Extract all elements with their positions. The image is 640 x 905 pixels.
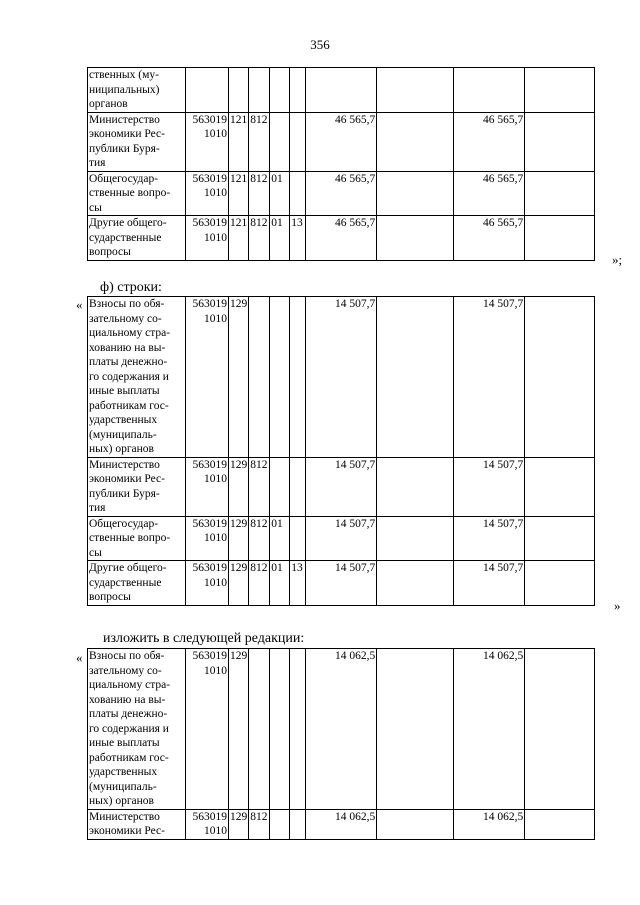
cell-name: Общегосудар- ственные вопро- сы [88, 516, 186, 561]
cell-vr: 129 [229, 561, 249, 606]
cell-name: Общегосудар- ственные вопро- сы [88, 171, 186, 216]
cell-pr [290, 649, 306, 810]
cell-empty [377, 649, 454, 810]
cell-empty [377, 216, 454, 261]
table-row [88, 171, 595, 216]
cell-sum: 14 507,7 [306, 297, 377, 458]
table-row [88, 649, 595, 810]
cell-rz [270, 297, 290, 458]
cell-sum2: 14 507,7 [454, 457, 525, 516]
cell-pr [290, 457, 306, 516]
table-row [88, 561, 595, 606]
cell-grbs [249, 649, 270, 810]
cell-vr: 129 [229, 649, 249, 810]
cell-rz [270, 112, 290, 171]
cell-empty [525, 297, 595, 458]
cell-grbs: 812 [249, 809, 270, 839]
cell-empty [377, 561, 454, 606]
cell-empty [525, 561, 595, 606]
cell-csr: 563019 1010 [186, 112, 229, 171]
cell-empty [377, 171, 454, 216]
cell-grbs [249, 297, 270, 458]
cell-empty [525, 112, 595, 171]
cell-rz: 01 [270, 561, 290, 606]
budget-table-old-rows [87, 296, 595, 606]
cell-empty [377, 457, 454, 516]
cell-sum2: 14 062,5 [454, 649, 525, 810]
cell-sum2 [454, 68, 525, 113]
cell-name: Взносы по обя- зательному со- циальному стра- хованию на вы- платы денежно- го содержания и иные выплаты работникам гос- ударственных (муниципаль- ных) органов [88, 297, 186, 458]
cell-csr: 563019 1010 [186, 649, 229, 810]
cell-csr [186, 68, 229, 113]
cell-sum2: 14 507,7 [454, 297, 525, 458]
table3-body [88, 649, 595, 840]
cell-vr: 129 [229, 516, 249, 561]
cell-sum: 14 062,5 [306, 649, 377, 810]
cell-empty [525, 68, 595, 113]
cell-empty [525, 216, 595, 261]
cell-grbs: 812 [249, 561, 270, 606]
budget-table-new-rows [87, 648, 595, 840]
table-row [88, 68, 595, 113]
cell-name: Взносы по обя- зательному со- циальному стра- хованию на вы- платы денежно- го содержания и иные выплаты работникам гос- ударственных (муниципаль- ных) органов [88, 649, 186, 810]
page-number: 356 [310, 37, 330, 52]
section-heading-new-edition: изложить в следующей редакции: [103, 631, 305, 646]
cell-sum: 46 565,7 [306, 112, 377, 171]
cell-sum2: 14 062,5 [454, 809, 525, 839]
cell-rz [270, 68, 290, 113]
cell-pr [290, 68, 306, 113]
cell-vr: 129 [229, 809, 249, 839]
cell-sum2: 46 565,7 [454, 216, 525, 261]
cell-sum: 14 507,7 [306, 561, 377, 606]
table-row [88, 457, 595, 516]
section-heading-f: ф) строки: [100, 280, 162, 295]
table1-body [88, 68, 595, 261]
cell-pr [290, 809, 306, 839]
cell-vr [229, 68, 249, 113]
cell-pr [290, 171, 306, 216]
table-row [88, 112, 595, 171]
cell-sum [306, 68, 377, 113]
closing-quote: » [614, 598, 621, 613]
cell-csr: 563019 1010 [186, 297, 229, 458]
cell-pr [290, 516, 306, 561]
cell-grbs: 812 [249, 171, 270, 216]
table-row [88, 216, 595, 261]
cell-pr [290, 297, 306, 458]
budget-table-continuation [87, 67, 595, 261]
cell-empty [525, 649, 595, 810]
cell-empty [377, 516, 454, 561]
cell-name: Министерство экономики Рес- публики Буря- тия [88, 457, 186, 516]
cell-name: ственных (му- ниципальных) органов [88, 68, 186, 113]
cell-csr: 563019 1010 [186, 809, 229, 839]
cell-sum: 46 565,7 [306, 171, 377, 216]
cell-rz [270, 457, 290, 516]
cell-pr: 13 [290, 216, 306, 261]
cell-rz: 01 [270, 516, 290, 561]
closing-quote: »; [612, 252, 623, 267]
cell-sum: 46 565,7 [306, 216, 377, 261]
cell-pr: 13 [290, 561, 306, 606]
cell-csr: 563019 1010 [186, 171, 229, 216]
table-row [88, 297, 595, 458]
cell-csr: 563019 1010 [186, 457, 229, 516]
cell-sum2: 46 565,7 [454, 112, 525, 171]
cell-vr: 129 [229, 297, 249, 458]
cell-sum2: 14 507,7 [454, 516, 525, 561]
cell-empty [525, 171, 595, 216]
cell-rz [270, 809, 290, 839]
cell-rz [270, 649, 290, 810]
cell-csr: 563019 1010 [186, 561, 229, 606]
cell-sum: 14 507,7 [306, 516, 377, 561]
cell-empty [377, 809, 454, 839]
cell-vr: 121 [229, 112, 249, 171]
cell-sum: 14 062,5 [306, 809, 377, 839]
cell-csr: 563019 1010 [186, 216, 229, 261]
cell-name: Другие общего- сударственные вопросы [88, 561, 186, 606]
cell-vr: 121 [229, 216, 249, 261]
opening-quote: « [76, 650, 83, 665]
cell-pr [290, 112, 306, 171]
cell-rz: 01 [270, 216, 290, 261]
table-row [88, 516, 595, 561]
cell-sum: 14 507,7 [306, 457, 377, 516]
opening-quote: « [76, 297, 83, 312]
cell-sum2: 14 507,7 [454, 561, 525, 606]
cell-grbs: 812 [249, 516, 270, 561]
cell-grbs: 812 [249, 457, 270, 516]
cell-rz: 01 [270, 171, 290, 216]
table-row [88, 809, 595, 839]
cell-vr: 129 [229, 457, 249, 516]
cell-empty [377, 297, 454, 458]
cell-vr: 121 [229, 171, 249, 216]
cell-csr: 563019 1010 [186, 516, 229, 561]
cell-empty [525, 809, 595, 839]
cell-sum2: 46 565,7 [454, 171, 525, 216]
table2-body [88, 297, 595, 606]
cell-empty [377, 68, 454, 113]
cell-grbs [249, 68, 270, 113]
cell-grbs: 812 [249, 112, 270, 171]
cell-grbs: 812 [249, 216, 270, 261]
cell-name: Министерство экономики Рес- [88, 809, 186, 839]
cell-empty [525, 516, 595, 561]
cell-name: Министерство экономики Рес- публики Буря- тия [88, 112, 186, 171]
cell-empty [525, 457, 595, 516]
cell-empty [377, 112, 454, 171]
cell-name: Другие общего- сударственные вопросы [88, 216, 186, 261]
